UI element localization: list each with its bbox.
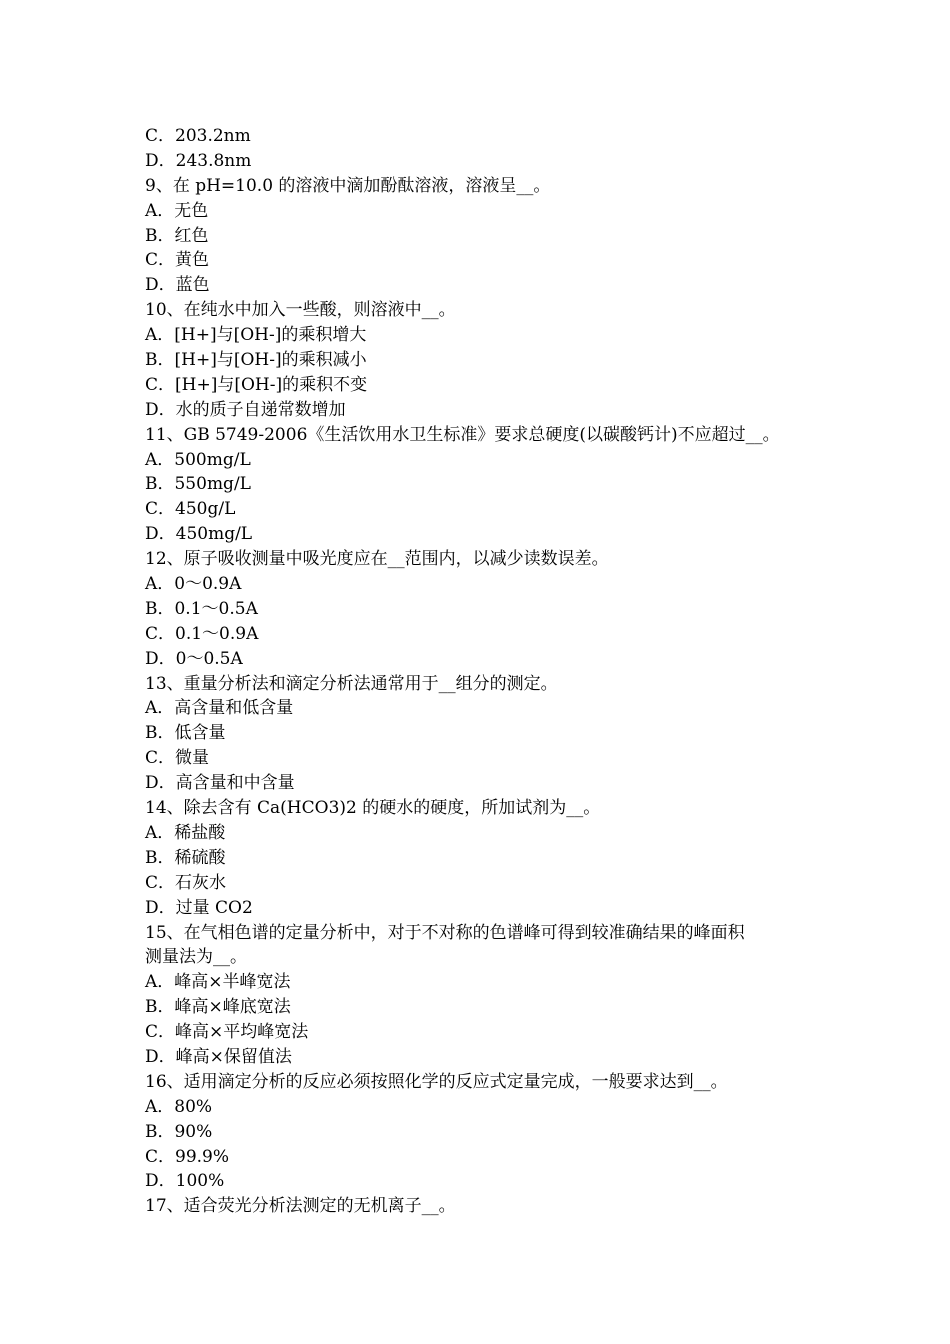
option-line: A．500mg/L: [145, 449, 251, 470]
option-line: C．0.1～0.9A: [145, 623, 259, 644]
option-line: D．0～0.5A: [145, 648, 243, 669]
option-line: B．0.1～0.5A: [145, 598, 258, 619]
option-line: D．高含量和中含量: [145, 773, 295, 794]
option-line: C．黄色: [145, 250, 210, 271]
option-line: A．稀盐酸: [145, 822, 226, 843]
option-line: C．峰高×平均峰宽法: [145, 1022, 309, 1043]
option-line: D．蓝色: [145, 275, 210, 296]
option-line: D．过量 CO2: [145, 897, 253, 918]
question-line: 15、在气相色谱的定量分析中，对于不对称的色谱峰可得到较准确结果的峰面积: [145, 922, 745, 943]
question-line-continued: 测量法为__。: [145, 947, 247, 968]
question-line: 13、重量分析法和滴定分析法通常用于__组分的测定。: [145, 673, 558, 694]
option-line: D．243.8nm: [145, 150, 252, 171]
option-line: C．[H+]与[OH-]的乘积不变: [145, 374, 368, 395]
option-line: B．峰高×峰底宽法: [145, 997, 291, 1018]
option-line: D．峰高×保留值法: [145, 1046, 292, 1067]
option-line: A．峰高×半峰宽法: [145, 972, 291, 993]
question-line: 12、原子吸收测量中吸光度应在__范围内，以减少读数误差。: [145, 549, 609, 570]
option-line: C．203.2nm: [145, 126, 251, 146]
question-line: 17、适合荧光分析法测定的无机离子__。: [145, 1196, 456, 1217]
question-line: 11、GB 5749-2006《生活饮用水卫生标准》要求总硬度(以碳酸钙计)不应超过__。: [145, 424, 780, 445]
option-line: A．0～0.9A: [145, 574, 242, 595]
question-line: 14、除去含有 Ca(HCO3)2 的硬水的硬度，所加试剂为__。: [145, 798, 601, 819]
option-line: A．[H+]与[OH-]的乘积增大: [145, 325, 367, 346]
option-line: D．450mg/L: [145, 524, 253, 545]
option-line: C．450g/L: [145, 499, 236, 520]
option-line: A．无色: [145, 200, 209, 221]
option-line: C．99.9%: [145, 1146, 230, 1167]
question-line: 10、在纯水中加入一些酸，则溶液中__。: [145, 300, 456, 321]
option-line: A．高含量和低含量: [145, 698, 294, 719]
document-page: [145, 124, 815, 1219]
option-line: B．低含量: [145, 723, 226, 744]
option-line: C．微量: [145, 748, 210, 769]
option-line: D．100%: [145, 1171, 225, 1192]
question-line: 16、适用滴定分析的反应必须按照化学的反应式定量完成，一般要求达到__。: [145, 1071, 728, 1092]
option-line: D．水的质子自递常数增加: [145, 399, 346, 420]
option-line: B．[H+]与[OH-]的乘积减小: [145, 350, 367, 371]
option-line: C．石灰水: [145, 872, 227, 893]
question-line: 9、在 pH=10.0 的溶液中滴加酚酞溶液，溶液呈__。: [145, 175, 551, 196]
option-line: B．90%: [145, 1121, 213, 1142]
option-line: B．550mg/L: [145, 474, 251, 495]
option-line: A．80%: [145, 1096, 213, 1117]
option-line: B．红色: [145, 225, 209, 246]
option-line: B．稀硫酸: [145, 847, 226, 868]
